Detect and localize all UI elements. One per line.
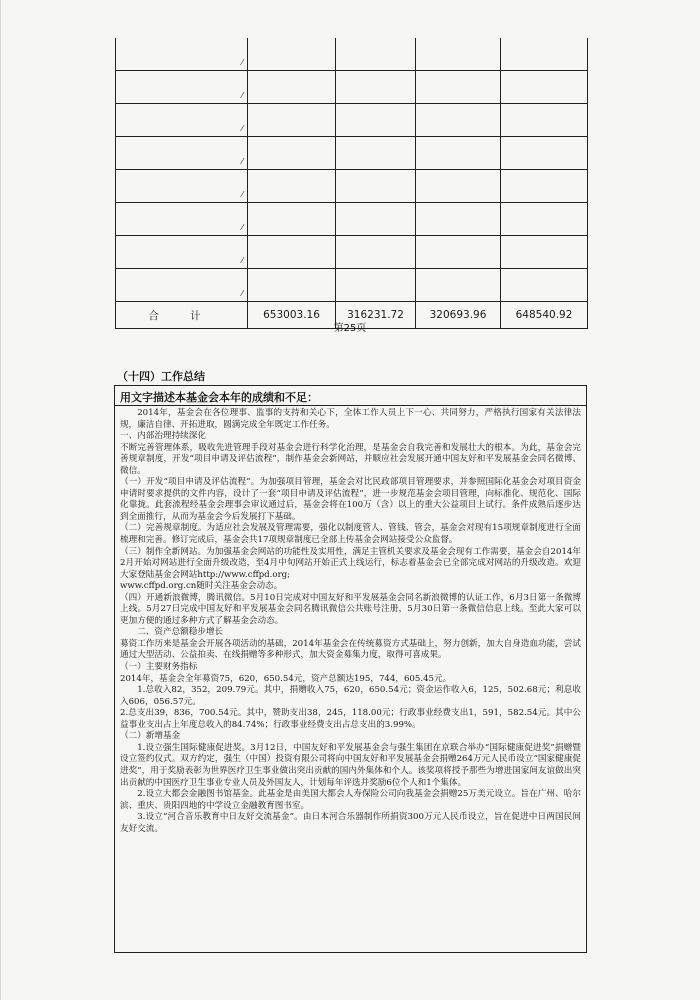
table-cell <box>336 71 416 104</box>
table-cell <box>501 170 588 203</box>
summary-text <box>115 406 586 835</box>
table-cell <box>416 38 501 71</box>
table-cell <box>248 236 336 269</box>
table-cell <box>336 269 416 302</box>
paragraph: （四）开通新浪微博，腾讯微信。5月10日完成对中国友好和平发展基金会同名新浪微博的认证工作，6月3日第一条微博上线。5月27日完成中国友好和平发展基金会同名腾讯微信公共账号注册，5月30日第一条微信信息上线。至此大家可以更加方便的通过多种方式了解基金会动态。 <box>120 592 581 626</box>
table-cell <box>501 269 588 302</box>
paragraph: 不断完善管理体系，吸收先进管理手段对基金会进行科学化治理，是基金会自我完善和发展壮大的根本。为此，基金会完善规章制度，开发“项目申请及评估流程”，制作基金会新网站，并顺应社会发展开通中国友好和平发展基金会同名微博、微信。 <box>120 442 581 476</box>
table-cell <box>336 203 416 236</box>
table-row <box>116 170 588 203</box>
table-cell <box>416 203 501 236</box>
tick-mark: ⁄ <box>241 58 243 67</box>
table-cell <box>248 203 336 236</box>
table-cell <box>416 137 501 170</box>
table-cell <box>336 38 416 71</box>
table-cell <box>501 137 588 170</box>
heading-financial-indicators: （一）主要财务指标 <box>120 662 198 673</box>
section-title: （十四）工作总结 <box>117 370 205 383</box>
tick-mark: ⁄ <box>241 190 243 199</box>
paragraph: 2014年，基金会在各位理事、监事的支持和关心下，全体工作人员上下一心、共同努力，严格执行国家有关法律法规，廉洁自律、开拓进取，圆满完成全年既定工作任务。 <box>120 408 581 430</box>
table-row <box>116 203 588 236</box>
table-cell <box>416 269 501 302</box>
table-row <box>116 71 588 104</box>
paragraph: （二）完善规章制度。为适应社会发展及管理需要，强化以制度管人、管钱、管会，基金会对现有15项规章制度进行全面梳理和完善。修订完成后，基金会共17项规章制度已全部上传基金会网站接受公众监督。 <box>120 523 581 546</box>
table-cell <box>501 104 588 137</box>
box-heading: 用文字描述本基金会本年的成绩和不足： <box>115 386 586 406</box>
tick-mark: ⁄ <box>241 124 243 133</box>
paragraph: 3.设立“河合音乐教育中日友好交流基金”。由日本河合乐器制作所捐资300万元人民币设立，旨在促进中日两国民间友好交流。 <box>120 812 581 834</box>
heading-internal-governance: 一、内部治理持续深化 <box>120 431 206 442</box>
tick-mark: ⁄ <box>241 157 243 166</box>
table-cell <box>116 269 248 302</box>
total-value: 316231.72 <box>336 302 416 329</box>
table-cell <box>336 104 416 137</box>
paragraph: 2.设立大都会金融图书馆基金。此基金是由美国大都会人寿保险公司向我基金会捐赠25万美元设立。旨在广州、哈尔滨、重庆、贵阳四地的中学设立金融教育图书室。 <box>120 789 581 811</box>
table-cell <box>501 236 588 269</box>
table-cell <box>248 269 336 302</box>
heading-new-funds: （二）新增基金 <box>120 731 181 742</box>
paragraph: 募资工作历来是基金会开展各项活动的基础，2014年基金会在传统募资方式基础上，努力创新，加大自身造血功能，尝试通过大型活动、公益拍卖、在线捐赠等多种形式，加大资金募集力度，取得可喜成果。 <box>120 638 581 661</box>
table-cell <box>416 71 501 104</box>
table-cell <box>116 137 248 170</box>
table-cell <box>336 170 416 203</box>
table-row <box>116 236 588 269</box>
total-value: 320693.96 <box>416 302 501 329</box>
table-cell <box>336 236 416 269</box>
website-url: www.cffpd.org.cn随时关注基金会动态。 <box>120 581 283 592</box>
table-cell <box>248 71 336 104</box>
table-cell <box>501 71 588 104</box>
heading-asset-growth: 二、资产总额稳步增长 <box>137 627 224 638</box>
table-row <box>116 269 588 302</box>
table-cell <box>116 203 248 236</box>
work-summary-box <box>114 385 587 953</box>
table-cell <box>248 137 336 170</box>
financial-table <box>115 38 588 329</box>
table-cell <box>116 104 248 137</box>
paragraph: 1.设立强生国际健康促进奖。3月12日，中国友好和平发展基金会与强生集团在京联合举办“国际健康促进奖”捐赠暨设立签约仪式。双方约定，强生（中国）投资有限公司将向中国友好和平发展基金会捐赠264万元人民币设立“国家健康促进奖”，用于奖励表彰为世界医疗卫生事业做出突出贡献的国内外集体和个人。该奖项将授予那些为增进国家间友谊做出突出贡献的中国医疗卫生事业专业人员及外国友人，计划每年评选并奖励6位个人和1个集体。 <box>120 742 581 788</box>
table-cell <box>116 71 248 104</box>
total-label: 合 计 <box>116 302 248 329</box>
table-cell <box>416 236 501 269</box>
table-cell <box>501 38 588 71</box>
table-cell <box>416 104 501 137</box>
table-cell <box>248 170 336 203</box>
total-value: 648540.92 <box>501 302 588 329</box>
tick-mark: ⁄ <box>241 289 243 298</box>
page-number: 第25页 <box>333 323 367 334</box>
table-cell <box>336 137 416 170</box>
table-row <box>116 38 588 71</box>
tick-mark: ⁄ <box>241 91 243 100</box>
paragraph: 2.总支出39，836，700.54元。其中，赞助支出38，245，118.00元；行政事业经费支出1，591，582.54元。其中公益事业支出占上年度总收入的84.74%；行政事业经费支出占总支出的3.99%。 <box>120 708 581 730</box>
table-cell <box>116 236 248 269</box>
table-cell <box>501 203 588 236</box>
table-row <box>116 104 588 137</box>
table-cell <box>116 38 248 71</box>
paragraph: （一）开发“项目申请及评估流程”。为加强项目管理，基金会对比民政部项目管理要求，并参照国际化基金会对项目资金申请时要求提供的文件内容，设计了一套“项目申请及评估流程”，进一步规范基金会项目管理，向标准化、规范化、国际化靠拢。此套流程经基金会理事会审议通过后，基金会将在100万（含）以上的重大公益项目上试行。条件成熟后逐步达到全面推行，从而为基金会今后发展打下基础。 <box>120 477 581 522</box>
paragraph: 1.总收入82，352，209.79元。其中，捐赠收入75，620，650.54元；资金运作收入6，125，502.68元；利息收入606，056.57元。 <box>120 685 581 707</box>
table-cell <box>248 38 336 71</box>
total-value: 653003.16 <box>248 302 336 329</box>
table-cell <box>116 170 248 203</box>
table-cell <box>248 104 336 137</box>
paragraph: 2014年，基金会全年募资75，620，650.54元，资产总额达195，744，605.45元。 <box>120 673 452 684</box>
table-row <box>116 137 588 170</box>
tick-mark: ⁄ <box>241 256 243 265</box>
table-cell <box>416 170 501 203</box>
paragraph: （三）制作全新网站。为加强基金会网站的功能性及实用性，满足主管机关要求及基金会现有工作需要，基金会自2014年2月开始对网站进行全面升级改造，至4月中旬网站开始正式上线运行，标志着基金会已全部完成对网站的升级改造。欢迎大家登陆基金会网站http://www.cffpd.org; <box>120 546 581 580</box>
tick-mark: ⁄ <box>241 223 243 232</box>
